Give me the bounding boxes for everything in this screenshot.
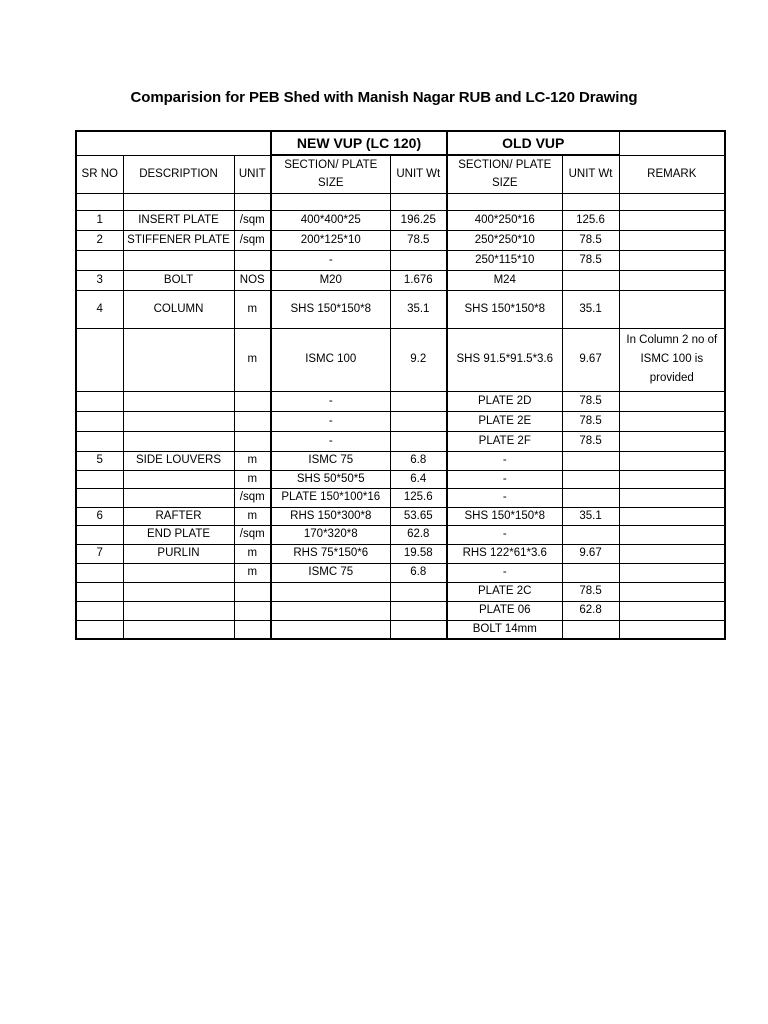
cell-unit xyxy=(234,431,271,451)
cell-old-section: RHS 122*61*3.6 xyxy=(447,544,562,563)
cell-description xyxy=(123,470,234,488)
cell-new-unit-wt: 6.4 xyxy=(390,470,447,488)
cell-old-section: PLATE 2D xyxy=(447,391,562,411)
header-new-section: SECTION/ PLATE SIZE xyxy=(271,155,390,193)
cell-old-unit-wt xyxy=(562,470,619,488)
cell-old-section xyxy=(447,193,562,210)
cell-new-section: - xyxy=(271,391,390,411)
cell-description: SIDE LOUVERS xyxy=(123,451,234,470)
cell-remark xyxy=(619,193,725,210)
group-new-vup: NEW VUP (LC 120) xyxy=(271,131,447,155)
table-row xyxy=(76,582,725,601)
cell-new-section xyxy=(271,582,390,601)
table-row xyxy=(76,411,725,431)
table-row xyxy=(76,391,725,411)
cell-sr-no: 4 xyxy=(76,290,123,328)
cell-unit xyxy=(234,582,271,601)
cell-old-section: M24 xyxy=(447,270,562,290)
cell-old-unit-wt xyxy=(562,563,619,582)
cell-sr-no xyxy=(76,620,123,639)
table-row xyxy=(76,620,725,639)
cell-remark xyxy=(619,250,725,270)
header-sr-no: SR NO xyxy=(76,155,123,193)
cell-sr-no xyxy=(76,582,123,601)
cell-remark xyxy=(619,290,725,328)
cell-old-section: 250*250*10 xyxy=(447,230,562,250)
cell-sr-no xyxy=(76,391,123,411)
cell-old-unit-wt: 35.1 xyxy=(562,290,619,328)
group-old-vup: OLD VUP xyxy=(447,131,619,155)
cell-new-section xyxy=(271,620,390,639)
cell-new-section: M20 xyxy=(271,270,390,290)
cell-old-section: PLATE 2E xyxy=(447,411,562,431)
cell-description xyxy=(123,601,234,620)
cell-new-section: - xyxy=(271,431,390,451)
cell-sr-no: 1 xyxy=(76,210,123,230)
cell-new-unit-wt: 6.8 xyxy=(390,563,447,582)
table-row xyxy=(76,488,725,507)
cell-description: INSERT PLATE xyxy=(123,210,234,230)
table-row xyxy=(76,328,725,391)
group-header-blank xyxy=(76,131,271,155)
cell-sr-no xyxy=(76,250,123,270)
cell-description xyxy=(123,193,234,210)
cell-remark xyxy=(619,525,725,544)
cell-remark xyxy=(619,210,725,230)
cell-old-unit-wt: 78.5 xyxy=(562,411,619,431)
table-row xyxy=(76,250,725,270)
cell-unit: m xyxy=(234,563,271,582)
cell-old-section: - xyxy=(447,451,562,470)
header-old-unit-wt: UNIT Wt xyxy=(562,155,619,193)
cell-new-unit-wt: 19.58 xyxy=(390,544,447,563)
table-row xyxy=(76,431,725,451)
cell-old-unit-wt xyxy=(562,193,619,210)
cell-new-section: RHS 75*150*6 xyxy=(271,544,390,563)
cell-old-section: PLATE 2C xyxy=(447,582,562,601)
cell-old-unit-wt: 78.5 xyxy=(562,431,619,451)
cell-new-unit-wt xyxy=(390,431,447,451)
cell-new-unit-wt: 35.1 xyxy=(390,290,447,328)
cell-unit xyxy=(234,250,271,270)
cell-description: PURLIN xyxy=(123,544,234,563)
cell-old-section: PLATE 2F xyxy=(447,431,562,451)
cell-unit: m xyxy=(234,544,271,563)
cell-unit: /sqm xyxy=(234,230,271,250)
header-unit: UNIT xyxy=(234,155,271,193)
cell-new-unit-wt xyxy=(390,620,447,639)
cell-description: RAFTER xyxy=(123,507,234,525)
cell-unit xyxy=(234,601,271,620)
cell-sr-no xyxy=(76,431,123,451)
cell-sr-no xyxy=(76,488,123,507)
column-header-row xyxy=(76,155,725,193)
cell-new-section: - xyxy=(271,250,390,270)
cell-new-unit-wt: 6.8 xyxy=(390,451,447,470)
table-row xyxy=(76,563,725,582)
cell-old-section: - xyxy=(447,525,562,544)
cell-remark xyxy=(619,431,725,451)
cell-new-unit-wt: 9.2 xyxy=(390,328,447,391)
cell-description xyxy=(123,328,234,391)
cell-old-section: - xyxy=(447,470,562,488)
group-header-row xyxy=(76,131,725,155)
cell-new-section: 170*320*8 xyxy=(271,525,390,544)
cell-old-section: SHS 91.5*91.5*3.6 xyxy=(447,328,562,391)
cell-remark xyxy=(619,391,725,411)
cell-old-section: PLATE 06 xyxy=(447,601,562,620)
cell-old-section: 400*250*16 xyxy=(447,210,562,230)
cell-sr-no xyxy=(76,328,123,391)
cell-new-unit-wt xyxy=(390,391,447,411)
cell-unit: m xyxy=(234,470,271,488)
cell-remark xyxy=(619,563,725,582)
cell-new-unit-wt xyxy=(390,601,447,620)
cell-remark xyxy=(619,601,725,620)
header-new-unit-wt: UNIT Wt xyxy=(390,155,447,193)
cell-remark xyxy=(619,544,725,563)
table-row xyxy=(76,544,725,563)
cell-old-unit-wt: 9.67 xyxy=(562,328,619,391)
table-row xyxy=(76,451,725,470)
table-row xyxy=(76,470,725,488)
cell-remark xyxy=(619,230,725,250)
cell-new-section: ISMC 75 xyxy=(271,563,390,582)
cell-new-section: ISMC 100 xyxy=(271,328,390,391)
table-row xyxy=(76,230,725,250)
header-description: DESCRIPTION xyxy=(123,155,234,193)
cell-unit xyxy=(234,620,271,639)
cell-new-section xyxy=(271,193,390,210)
cell-remark xyxy=(619,582,725,601)
cell-new-unit-wt xyxy=(390,193,447,210)
cell-description: END PLATE xyxy=(123,525,234,544)
cell-description: STIFFENER PLATE xyxy=(123,230,234,250)
cell-new-section xyxy=(271,601,390,620)
header-old-section: SECTION/ PLATE SIZE xyxy=(447,155,562,193)
cell-new-unit-wt xyxy=(390,411,447,431)
cell-old-unit-wt xyxy=(562,270,619,290)
cell-unit: m xyxy=(234,507,271,525)
cell-old-section: - xyxy=(447,488,562,507)
cell-description xyxy=(123,582,234,601)
cell-remark: In Column 2 no of ISMC 100 is provided xyxy=(619,328,725,391)
table-row xyxy=(76,601,725,620)
cell-old-section: SHS 150*150*8 xyxy=(447,507,562,525)
cell-sr-no: 2 xyxy=(76,230,123,250)
cell-new-unit-wt: 62.8 xyxy=(390,525,447,544)
cell-unit: m xyxy=(234,290,271,328)
cell-description: BOLT xyxy=(123,270,234,290)
cell-new-unit-wt xyxy=(390,250,447,270)
cell-sr-no: 3 xyxy=(76,270,123,290)
cell-new-unit-wt: 196.25 xyxy=(390,210,447,230)
cell-sr-no xyxy=(76,601,123,620)
cell-new-section: 400*400*25 xyxy=(271,210,390,230)
cell-sr-no xyxy=(76,470,123,488)
cell-remark xyxy=(619,470,725,488)
table-row xyxy=(76,507,725,525)
cell-new-section: PLATE 150*100*16 xyxy=(271,488,390,507)
cell-new-unit-wt: 125.6 xyxy=(390,488,447,507)
cell-old-section: - xyxy=(447,563,562,582)
cell-description xyxy=(123,391,234,411)
cell-new-unit-wt xyxy=(390,582,447,601)
cell-remark xyxy=(619,451,725,470)
cell-unit: /sqm xyxy=(234,210,271,230)
cell-new-unit-wt: 53.65 xyxy=(390,507,447,525)
cell-sr-no xyxy=(76,525,123,544)
group-header-remark-blank xyxy=(619,131,725,155)
cell-old-unit-wt: 62.8 xyxy=(562,601,619,620)
cell-description xyxy=(123,563,234,582)
cell-description xyxy=(123,488,234,507)
table-body xyxy=(76,193,725,639)
cell-unit xyxy=(234,391,271,411)
cell-old-unit-wt: 35.1 xyxy=(562,507,619,525)
page-title: Comparision for PEB Shed with Manish Nagar RUB and LC-120 Drawing xyxy=(130,89,638,106)
table-row xyxy=(76,525,725,544)
cell-sr-no xyxy=(76,563,123,582)
cell-new-section: SHS 50*50*5 xyxy=(271,470,390,488)
cell-new-section: - xyxy=(271,411,390,431)
cell-sr-no: 6 xyxy=(76,507,123,525)
cell-description xyxy=(123,250,234,270)
cell-sr-no xyxy=(76,411,123,431)
cell-new-unit-wt: 1.676 xyxy=(390,270,447,290)
cell-sr-no: 7 xyxy=(76,544,123,563)
cell-unit: m xyxy=(234,451,271,470)
cell-description: COLUMN xyxy=(123,290,234,328)
table-row xyxy=(76,290,725,328)
cell-unit xyxy=(234,411,271,431)
cell-unit xyxy=(234,193,271,210)
cell-remark xyxy=(619,270,725,290)
cell-unit: m xyxy=(234,328,271,391)
cell-description xyxy=(123,431,234,451)
cell-new-section: RHS 150*300*8 xyxy=(271,507,390,525)
cell-old-unit-wt: 78.5 xyxy=(562,250,619,270)
cell-sr-no: 5 xyxy=(76,451,123,470)
cell-old-unit-wt xyxy=(562,488,619,507)
table-row xyxy=(76,210,725,230)
cell-unit: /sqm xyxy=(234,525,271,544)
cell-new-section: SHS 150*150*8 xyxy=(271,290,390,328)
cell-old-unit-wt xyxy=(562,451,619,470)
cell-new-section: 200*125*10 xyxy=(271,230,390,250)
cell-old-unit-wt: 125.6 xyxy=(562,210,619,230)
cell-description xyxy=(123,620,234,639)
cell-old-section: BOLT 14mm xyxy=(447,620,562,639)
cell-unit: /sqm xyxy=(234,488,271,507)
cell-old-unit-wt: 9.67 xyxy=(562,544,619,563)
cell-old-unit-wt xyxy=(562,525,619,544)
cell-remark xyxy=(619,620,725,639)
cell-remark xyxy=(619,488,725,507)
cell-old-unit-wt xyxy=(562,620,619,639)
cell-remark xyxy=(619,411,725,431)
comparison-table xyxy=(75,130,726,640)
cell-sr-no xyxy=(76,193,123,210)
cell-old-section: 250*115*10 xyxy=(447,250,562,270)
cell-description xyxy=(123,411,234,431)
table-row xyxy=(76,270,725,290)
cell-new-unit-wt: 78.5 xyxy=(390,230,447,250)
table-row xyxy=(76,193,725,210)
cell-old-section: SHS 150*150*8 xyxy=(447,290,562,328)
cell-old-unit-wt: 78.5 xyxy=(562,582,619,601)
cell-new-section: ISMC 75 xyxy=(271,451,390,470)
header-remark: REMARK xyxy=(619,155,725,193)
cell-old-unit-wt: 78.5 xyxy=(562,391,619,411)
cell-remark xyxy=(619,507,725,525)
cell-unit: NOS xyxy=(234,270,271,290)
cell-old-unit-wt: 78.5 xyxy=(562,230,619,250)
